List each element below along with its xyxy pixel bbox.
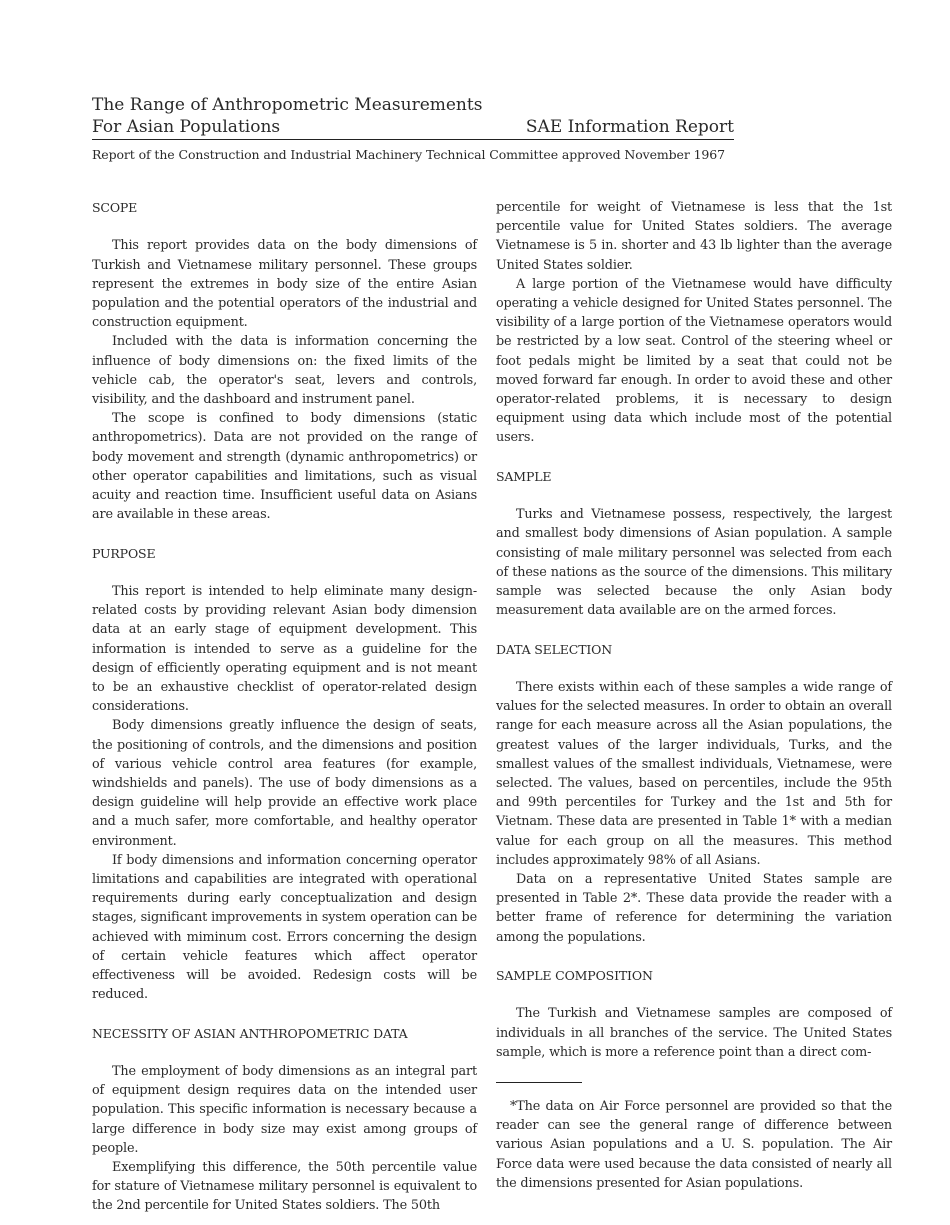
continued-paragraph-1: percentile for weight of Vietnamese is less that the 1st percentile value for United States soldiers. The average Vietnamese is 5 in. shorter and 43 lb lighter than the average United States soldier. (496, 200, 892, 273)
scope-paragraph-3: The scope is confined to body dimensions (static anthropometrics). Data are not provided on the range of body movement and strength (dynamic anthropometrics) or other operator capabilities and limitations, such as visual acuity and reaction time. Insufficient useful data on Asians are available in these areas. (92, 411, 477, 523)
necessity-paragraph-2: Exemplifying this difference, the 50th percentile value for stature of Vietnamese military personnel is equivalent to the 2nd percentile for United States soldiers. The 50th (92, 1160, 477, 1214)
title-block (92, 94, 734, 140)
continued-paragraph-2: A large portion of the Vietnamese would have difficulty operating a vehicle designed for United States personnel. The visibility of a large portion of the Vietnamese operators would be restricted by a low seat. Control of the steering wheel or foot pedals might be limited by a seat that could not be moved forward far enough. In order to avoid these and other operator-related problems, it is necessary to design equipment using data which include most of the potential users. (496, 276, 892, 446)
necessity-paragraph-1: The employment of body dimensions as an integral part of equipment design requires data on the intended user population. This specific information is necessary because a large difference in body size may exist among groups of people. (92, 1064, 477, 1156)
necessity-heading: NECESSITY OF ASIAN ANTHROPOMETRIC DATA (92, 1025, 408, 1041)
report-type: SAE Information Report (525, 117, 734, 137)
footnote: *The data on Air Force personnel are provided so that the reader can see the general range of difference between various Asian populations and a U. S. population. The Air Force data were used because the data consisted of nearly all the dimensions presented for Asian populations. (496, 1099, 892, 1191)
data-selection-paragraph-2: Data on a representative United States sample are presented in Table 2*. These data provide the reader with a better frame of reference for determining the variation among the populations. (496, 872, 892, 945)
scope-paragraph-1: This report provides data on the body dimensions of Turkish and Vietnamese military personnel. These groups represent the extremes in body size of the entire Asian population and the potential operators of the industrial and construction equipment. (92, 238, 477, 331)
subtitle: Report of the Construction and Industrial Machinery Technical Committee approved November 1967 (92, 147, 725, 162)
document-title-line1: The Range of Anthropometric Measurements (92, 95, 483, 115)
purpose-paragraph-1: This report is intended to help eliminate many design-related costs by providing relevant Asian body dimension data at an early stage of equipment development. This information is intended to serve as a guideline for the design of efficiently operating equipment and is not meant to be an exhaustive checklist of operator-related design considerations. (92, 583, 477, 715)
left-column (92, 198, 477, 1216)
sample-paragraph-1: Turks and Vietnamese possess, respectively, the largest and smallest body dimensions of Asian population. A sample consisting of male military personnel was selected from each of these nations as the source of the dimensions. This military sample was selected because the only Asian body measurement data available are on the armed forces. (496, 507, 892, 619)
right-column (496, 198, 892, 1193)
title-row (92, 116, 734, 138)
sample-composition-heading: SAMPLE COMPOSITION (496, 968, 653, 984)
data-selection-paragraph-1: There exists within each of these samples a wide range of values for the selected measures. In order to obtain an overall range for each measure across all the Asian populations, the greatest values of the larger individuals, Turks, and the smallest values of the smallest individuals, Vietnamese, were selected. The values, based on percentiles, include the 95th and 99th percentiles for Turkey and the 1st and 5th for Vietnam. These data are presented in Table 1* with a median value for each group on all the measures. This method includes approximately 98% of all Asians. (496, 679, 892, 868)
document-title-line2: For Asian Populations (92, 117, 281, 137)
sample-heading: SAMPLE (496, 468, 552, 484)
sample-composition-paragraph-1: The Turkish and Vietnamese samples are composed of individuals in all branches of the service. The United States sample, which is more a reference point than a direct com- (496, 1006, 892, 1060)
data-selection-heading: DATA SELECTION (496, 641, 613, 657)
scope-paragraph-2: Included with the data is information concerning the influence of body dimensions on: the fixed limits of the vehicle cab, the operator's seat, levers and controls, visibility, and the dashboard and instrument panel. (92, 334, 477, 407)
title-rule (92, 139, 734, 140)
purpose-paragraph-3: If body dimensions and information concerning operator limitations and capabilities are integrated with operational requirements during early conceptualization and design stages, significant improvements in system operation can be achieved with miminum cost. Errors concerning the design of certain vehicle features which affect operator effectiveness will be avoided. Redesign costs will be reduced. (92, 852, 478, 1003)
purpose-paragraph-2: Body dimensions greatly influence the design of seats, the positioning of controls, and the dimensions and position of various vehicle control area features (for example, windshields and panels). The use of body dimensions as a design guideline will help provide an effective work place and a much safer, more comfortable, and healthy operator environment. (92, 718, 477, 849)
purpose-heading: PURPOSE (92, 545, 156, 561)
footnote-rule (496, 1082, 582, 1083)
scope-heading: SCOPE (92, 200, 138, 215)
